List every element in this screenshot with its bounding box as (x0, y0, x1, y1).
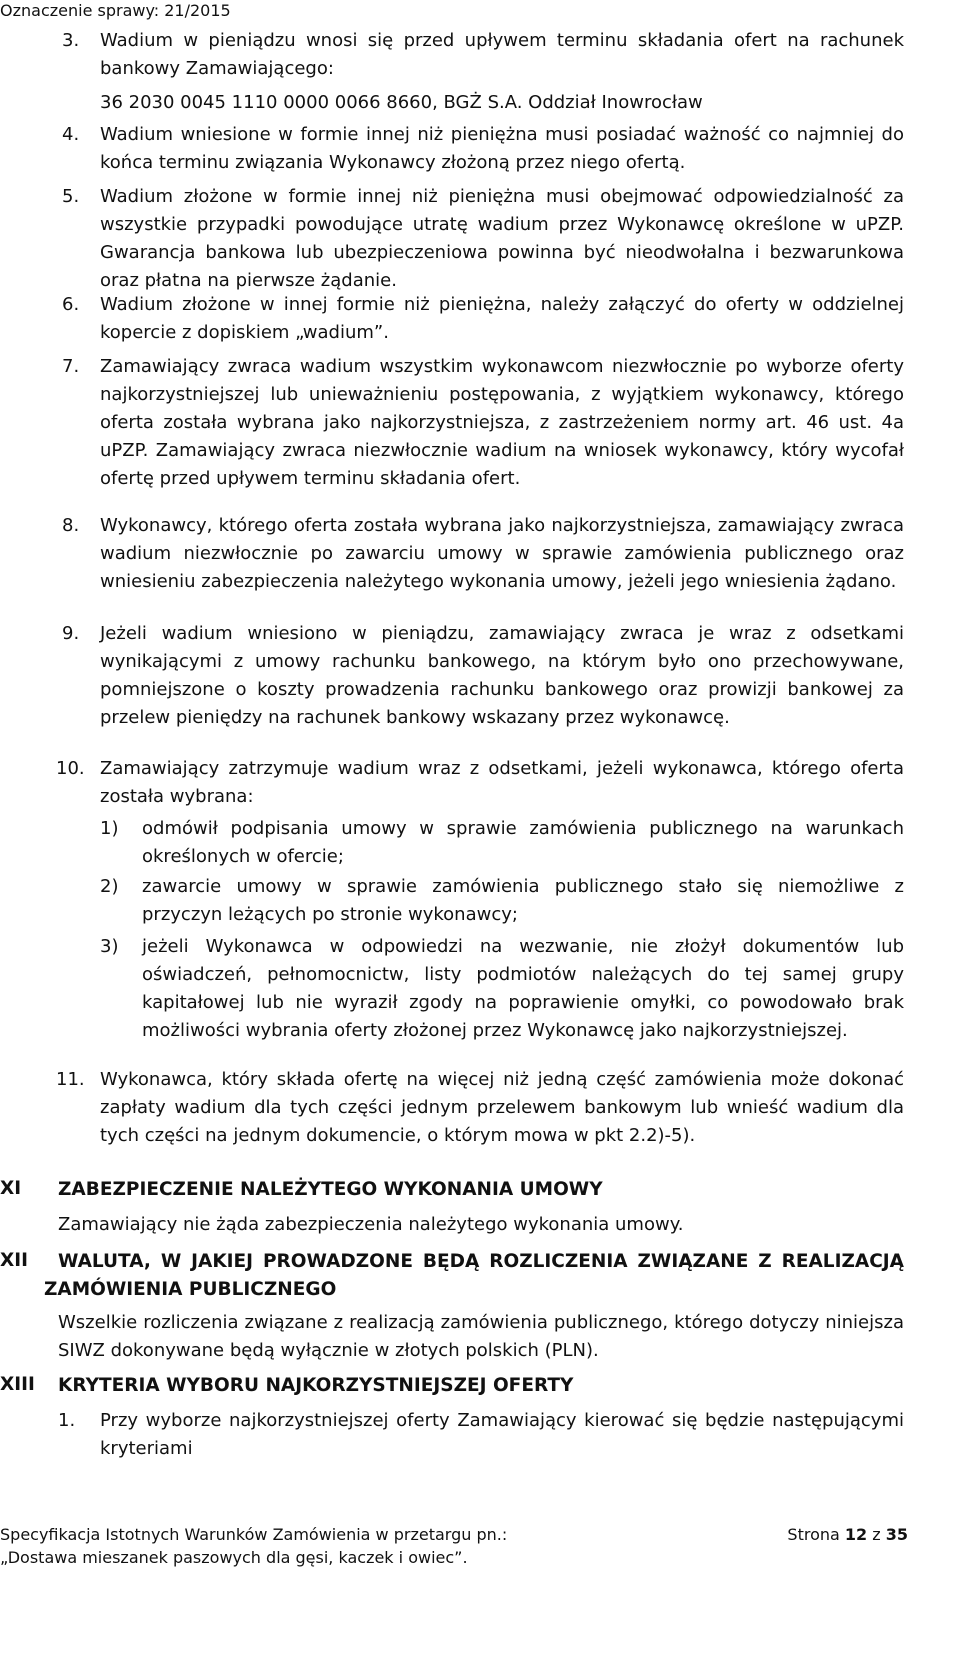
page-separator: z (867, 1525, 886, 1544)
sub-item-text: odmówił podpisania umowy w sprawie zamówienia publicznego na warunkach określonych w ofercie; (142, 818, 904, 867)
section-title: WALUTA, W JAKIEJ PROWADZONE BĘDĄ ROZLICZENIA ZWIĄZANE Z REALIZACJĄ ZAMÓWIENIA PUBLICZNEGO (44, 1251, 904, 1300)
section-body: Zamawiający nie żąda zabezpieczenia należytego wykonania umowy. (58, 1214, 684, 1235)
sub-item-text: zawarcie umowy w sprawie zamówienia publicznego stało się niemożliwe z przyczyn leżących po stronie wykonawcy; (142, 876, 904, 925)
sub-item-number: 2) (100, 876, 119, 897)
item-text: Wykonawcy, którego oferta została wybrana jako najkorzystniejsza, zamawiający zwraca wadium niezwłocznie po zawarciu umowy w sprawie zamówienia publicznego oraz wniesieniu zabezpieczenia należytego wykonania umowy, jeżeli jego wniesienia żądano. (100, 515, 904, 592)
section-title: KRYTERIA WYBORU NAJKORZYSTNIEJSZEJ OFERTY (58, 1375, 574, 1396)
page-current: 12 (844, 1525, 868, 1544)
item-text: Wadium wniesione w formie innej niż pieniężna musi posiadać ważność co najmniej do końca terminu związania Wykonawcy złożoną przez niego ofertą. (100, 124, 904, 173)
footer-title-line: Specyfikacja Istotnych Warunków Zamówienia w przetargu pn.: (0, 1525, 508, 1544)
item-number: 3. (62, 30, 80, 51)
sub-item-text: jeżeli Wykonawca w odpowiedzi na wezwanie, nie złożył dokumentów lub oświadczeń, pełnomocnictw, listy podmiotów należących do tej samej grupy kapitałowej lub nie wyraził zgody na poprawienie omyłki, co powodowało brak możliwości wybrania oferty złożonej przez Wykonawcę jako najkorzystniejszej. (142, 936, 904, 1041)
item-number: 9. (62, 623, 80, 644)
item-number: 8. (62, 515, 80, 536)
item-number: 7. (62, 356, 80, 377)
section-body: Wszelkie rozliczenia związane z realizacją zamówienia publicznego, którego dotyczy niniejsza SIWZ dokonywane będą wyłącznie w złotych polskich (PLN). (58, 1312, 904, 1361)
sub-item-number: 3) (100, 936, 119, 957)
item-text: Wadium złożone w innej formie niż pieniężna, należy załączyć do oferty w oddzielnej kopercie z dopiskiem „wadium”. (100, 294, 904, 343)
section-title: ZABEZPIECZENIE NALEŻYTEGO WYKONANIA UMOWY (58, 1179, 603, 1200)
item-number: 4. (62, 124, 80, 145)
item-text: Przy wyborze najkorzystniejszej oferty Zamawiający kierować się będzie następującymi kryteriami (100, 1410, 904, 1459)
item-number: 1. (58, 1410, 76, 1431)
item-text: Wadium złożone w formie innej niż pieniężna musi obejmować odpowiedzialność za wszystkie przypadki powodujące utratę wadium przez Wykonawcę określone w uPZP. Gwarancja bankowa lub ubezpieczeniowa powinna być nieodwołalna i bezwarunkowa oraz płatna na pierwsze żądanie. (100, 186, 904, 291)
item-text: Zamawiający zatrzymuje wadium wraz z odsetkami, jeżeli wykonawca, którego oferta została wybrana: (100, 758, 904, 807)
section-number: XIII (0, 1374, 35, 1395)
item-text: Zamawiający zwraca wadium wszystkim wykonawcom niezwłocznie po wyborze oferty najkorzystniejszej lub unieważnieniu postępowania, z wyjątkiem wykonawcy, którego oferta została wybrana jako najkorzystniejsza, z zastrzeżeniem normy art. 46 ust. 4a uPZP. Zamawiający zwraca niezwłocznie wadium na wniosek wykonawcy, który wycofał ofertę przed upływem terminu składania ofert. (100, 356, 904, 489)
section-number: XII (0, 1250, 29, 1271)
page-prefix: Strona (787, 1525, 845, 1544)
sub-item-number: 1) (100, 818, 119, 839)
page-number (760, 1524, 908, 1546)
item-text: Jeżeli wadium wniesiono w pieniądzu, zamawiający zwraca je wraz z odsetkami wynikającymi z umowy rachunku bankowego, na którym było ono przechowywane, pomniejszone o koszty prowadzenia rachunku bankowego oraz prowizji bankowej za przelew pieniędzy na rachunek bankowy wskazany przez wykonawcę. (100, 623, 904, 728)
section-number: XI (0, 1178, 22, 1199)
item-number: 11. (56, 1069, 85, 1090)
item-text: Wykonawca, który składa ofertę na więcej niż jedną część zamówienia może dokonać zapłaty wadium dla tych części jednym przelewem bankowym lub wnieść wadium dla tych części na jednym dokumencie, o którym mowa w pkt 2.2)-5). (100, 1069, 904, 1146)
case-number: Oznaczenie sprawy: 21/2015 (0, 1, 231, 20)
item-number: 6. (62, 294, 80, 315)
item-number: 10. (56, 758, 85, 779)
item-number: 5. (62, 186, 80, 207)
bank-account: 36 2030 0045 1110 0000 0066 8660, BGŻ S.A. Oddział Inowrocław (100, 92, 703, 113)
item-text: Wadium w pieniądzu wnosi się przed upływem terminu składania ofert na rachunek bankowy Zamawiającego: (100, 30, 904, 79)
page-total: 35 (885, 1525, 908, 1544)
footer-subtitle-line: „Dostawa mieszanek paszowych dla gęsi, kaczek i owiec”. (0, 1548, 468, 1567)
